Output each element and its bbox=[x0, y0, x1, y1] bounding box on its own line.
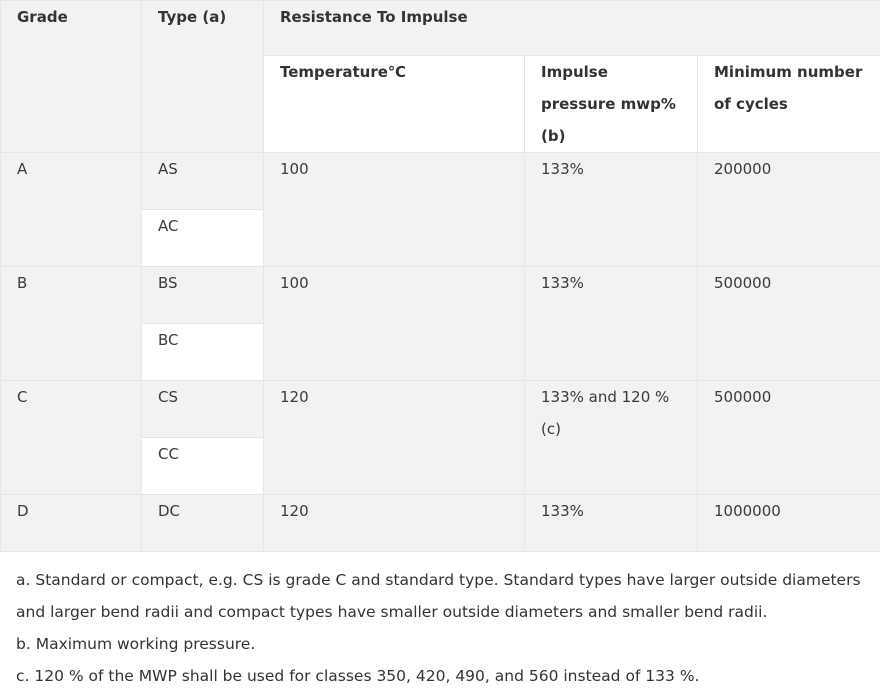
header-resistance: Resistance To Impulse bbox=[264, 1, 880, 56]
temperature-cell: 120 bbox=[264, 381, 525, 495]
table-row bbox=[1, 381, 880, 438]
cycles-cell: 500000 bbox=[698, 267, 880, 381]
table-row bbox=[1, 267, 880, 324]
header-type: Type (a) bbox=[142, 1, 264, 153]
table-footnotes bbox=[0, 552, 880, 692]
grade-cell: A bbox=[1, 153, 142, 267]
grade-cell: D bbox=[1, 495, 142, 552]
type-cell: BS bbox=[142, 267, 264, 324]
type-cell: AS bbox=[142, 153, 264, 210]
cycles-cell: 500000 bbox=[698, 381, 880, 495]
pressure-cell: 133% and 120 %(c) bbox=[525, 381, 698, 495]
type-cell: AC bbox=[142, 210, 264, 267]
pressure-cell: 133% bbox=[525, 267, 698, 381]
header-grade: Grade bbox=[1, 1, 142, 153]
table-row bbox=[1, 153, 880, 210]
grade-cell: C bbox=[1, 381, 142, 495]
cycles-cell: 200000 bbox=[698, 153, 880, 267]
temperature-cell: 100 bbox=[264, 267, 525, 381]
pressure-cell: 133% bbox=[525, 495, 698, 552]
type-cell: BC bbox=[142, 324, 264, 381]
table-row bbox=[1, 495, 880, 552]
header-temperature: Temperature℃ bbox=[264, 56, 525, 153]
table-header-row bbox=[1, 1, 880, 56]
temperature-cell: 120 bbox=[264, 495, 525, 552]
footnote-c: c. 120 % of the MWP shall be used for classes 350, 420, 490, and 560 instead of 133 %. bbox=[16, 660, 864, 692]
temperature-cell: 100 bbox=[264, 153, 525, 267]
footnote-a: a. Standard or compact, e.g. CS is grade C and standard type. Standard types have larger outside diameters and larger bend radii and compact types have smaller outside diameters and smaller bend radii. bbox=[16, 564, 864, 628]
pressure-cell: 133% bbox=[525, 153, 698, 267]
type-cell: CC bbox=[142, 438, 264, 495]
header-impulse-pressure: Impulse pressure mwp%(b) bbox=[525, 56, 698, 153]
grade-cell: B bbox=[1, 267, 142, 381]
type-cell: DC bbox=[142, 495, 264, 552]
type-cell: CS bbox=[142, 381, 264, 438]
cycles-cell: 1000000 bbox=[698, 495, 880, 552]
header-min-cycles: Minimum number of cycles bbox=[698, 56, 880, 153]
footnote-b: b. Maximum working pressure. bbox=[16, 628, 864, 660]
